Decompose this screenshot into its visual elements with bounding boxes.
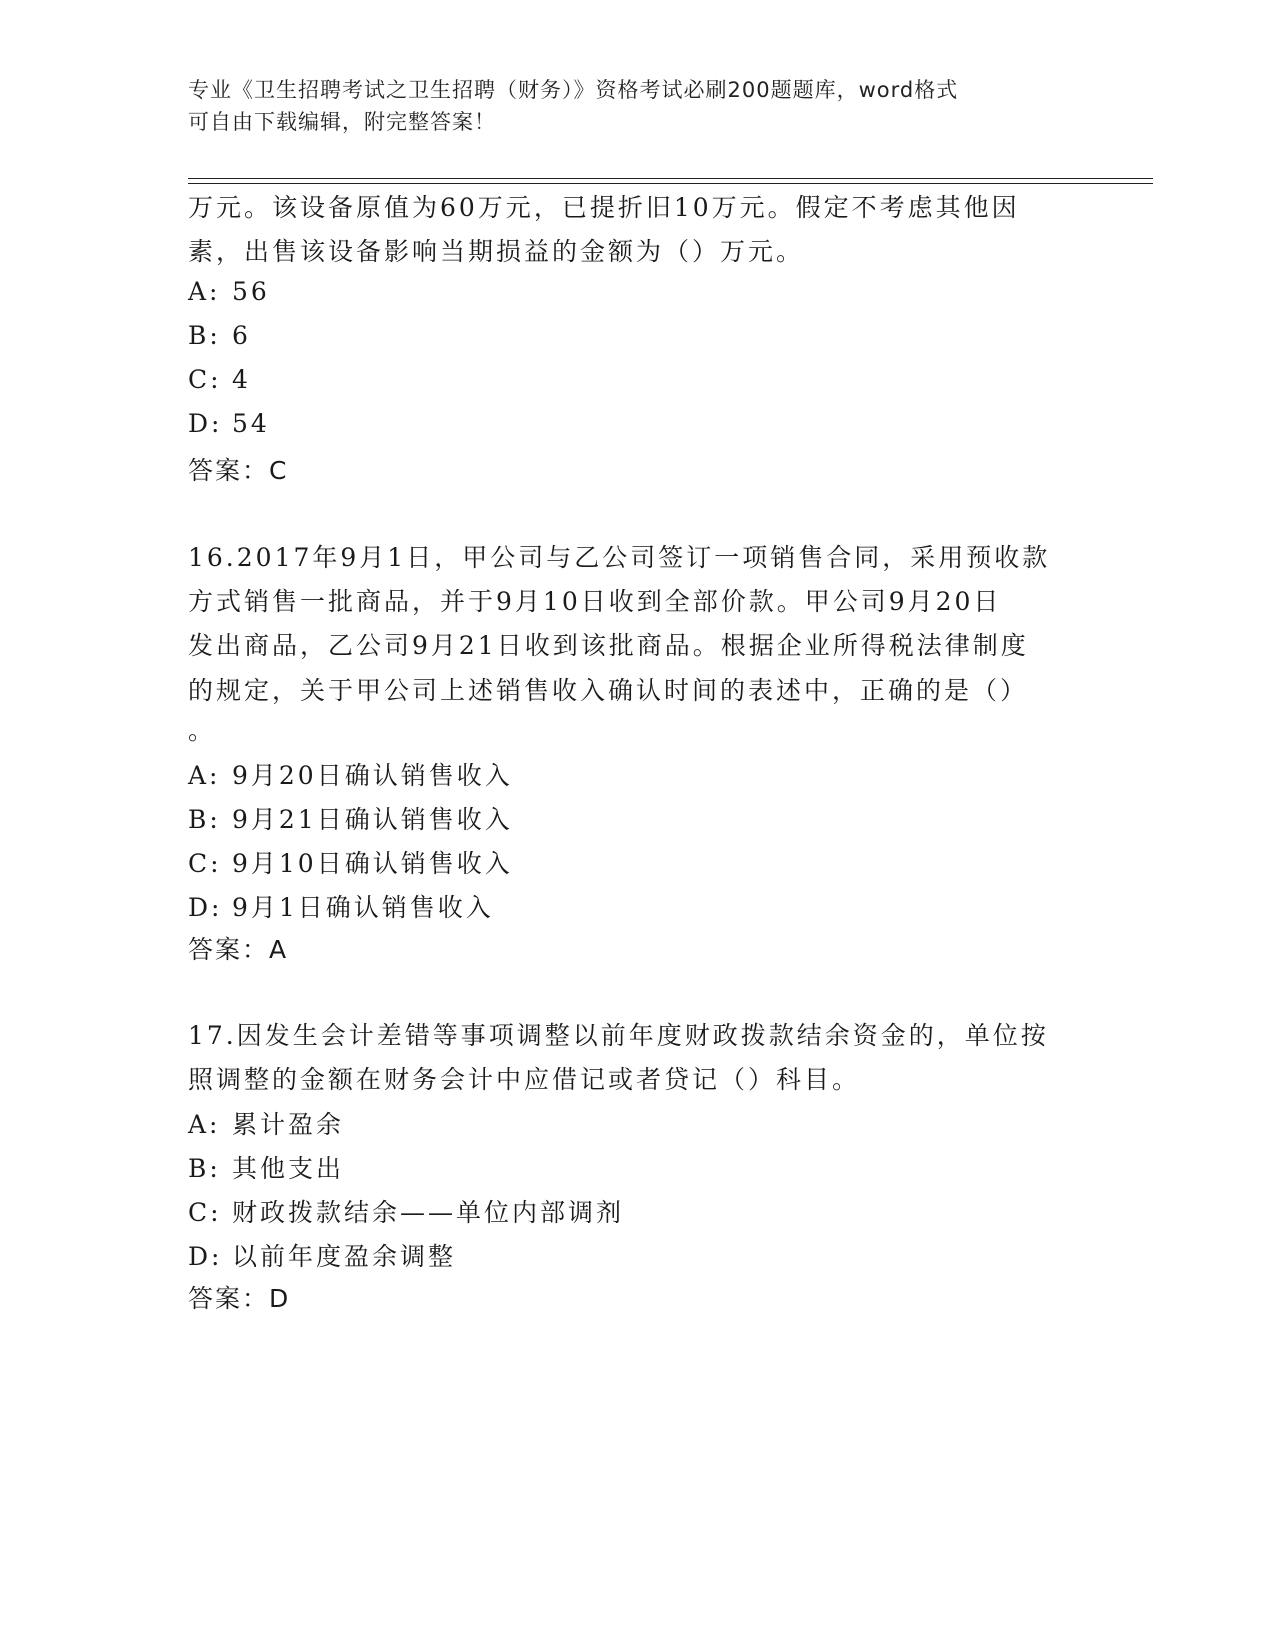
option-text: 9月10日确认销售收入 <box>232 849 513 878</box>
option-text: 其他支出 <box>232 1154 345 1183</box>
option-text: 56 <box>232 277 270 306</box>
q15-answer: 答案：C <box>188 456 289 485</box>
option-label: B: <box>188 805 221 834</box>
option-text: 9月21日确认销售收入 <box>232 805 513 834</box>
q17-stem-line-2: 照调整的金额在财务会计中应借记或者贷记（）科目。 <box>188 1065 861 1094</box>
q16-answer: 答案：A <box>188 935 289 964</box>
q15-stem-line-1: 万元。该设备原值为60万元，已提折旧10万元。假定不考虑其他因 <box>188 193 1020 222</box>
header-divider-top <box>188 178 1153 179</box>
option-label: A: <box>188 761 221 790</box>
option-text: 累计盈余 <box>232 1110 345 1139</box>
q16-option-a <box>188 756 513 792</box>
option-label: D: <box>188 893 223 922</box>
q17-option-c <box>188 1193 624 1229</box>
q17-option-a <box>188 1105 344 1141</box>
option-text: 6 <box>232 321 251 350</box>
option-text: 4 <box>232 365 251 394</box>
q15-option-d <box>188 409 270 438</box>
option-label: C: <box>188 365 222 394</box>
q16-stem-line-2: 方式销售一批商品，并于9月10日收到全部价款。甲公司9月20日 <box>188 587 1002 616</box>
option-label: B: <box>188 321 221 350</box>
q17-option-b <box>188 1149 344 1185</box>
option-text: 以前年度盈余调整 <box>232 1242 457 1271</box>
option-label: A: <box>188 277 221 306</box>
option-label: D: <box>188 409 223 438</box>
header-divider-bottom <box>188 183 1153 184</box>
option-label: B: <box>188 1154 221 1183</box>
q16-stem-line-3: 发出商品，乙公司9月21日收到该批商品。根据企业所得税法律制度 <box>188 631 1029 660</box>
q16-option-d <box>188 888 494 924</box>
option-text: 54 <box>232 409 270 438</box>
option-text: 财政拨款结余——单位内部调剂 <box>232 1198 625 1227</box>
q15-option-b <box>188 321 251 350</box>
option-label: A: <box>188 1110 221 1139</box>
q16-stem-line-1: 16.2017年9月1日，甲公司与乙公司签订一项销售合同，采用预收款 <box>188 543 1051 572</box>
document-header <box>188 74 1068 138</box>
option-text: 9月1日确认销售收入 <box>232 893 494 922</box>
header-line-2: 可自由下载编辑，附完整答案！ <box>188 110 496 134</box>
q17-stem-line-1: 17.因发生会计差错等事项调整以前年度财政拨款结余资金的，单位按 <box>188 1021 1049 1050</box>
option-label: C: <box>188 849 222 878</box>
option-label: C: <box>188 1198 222 1227</box>
q16-option-b <box>188 800 513 836</box>
q15-option-a <box>188 277 270 306</box>
option-label: D: <box>188 1242 223 1271</box>
q17-answer: 答案：D <box>188 1284 291 1313</box>
q15-option-c <box>188 365 251 394</box>
q16-stem-line-5: 。 <box>188 716 217 745</box>
q17-option-d <box>188 1237 456 1273</box>
q16-stem-line-4: 的规定，关于甲公司上述销售收入确认时间的表述中，正确的是（） <box>188 676 1029 705</box>
option-text: 9月20日确认销售收入 <box>232 761 513 790</box>
q15-stem-line-2: 素，出售该设备影响当期损益的金额为（）万元。 <box>188 237 805 266</box>
q16-option-c <box>188 844 513 880</box>
header-line-1: 专业《卫生招聘考试之卫生招聘（财务）》资格考试必刷200题题库，word格式 <box>188 78 959 102</box>
